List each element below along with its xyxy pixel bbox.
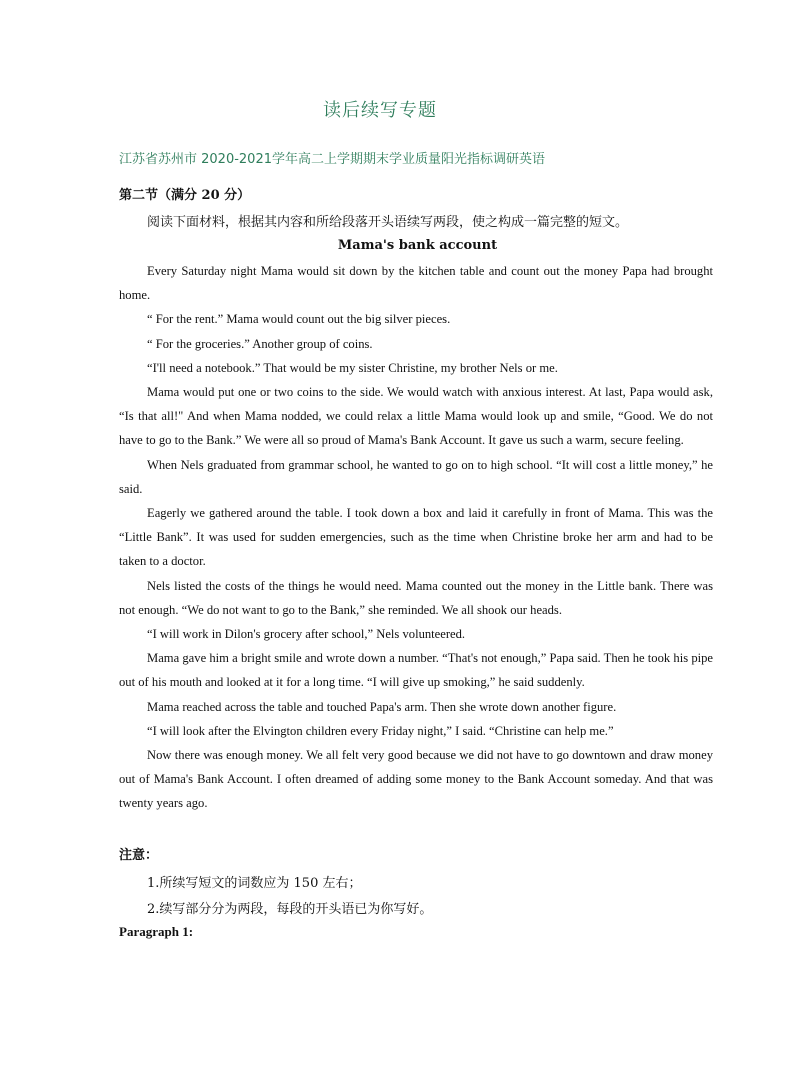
story-paragraph: Now there was enough money. We all felt very good because we did not have to go downtown and draw money out of Mama's Bank Account. I often dreamed of adding some money to the Bank Account someday. And that was twenty years ago. bbox=[119, 748, 713, 811]
section-instruction: 阅读下面材料，根据其内容和所给段落开头语续写两段，使之构成一篇完整的短文。 bbox=[147, 215, 629, 230]
story-paragraph: When Nels graduated from grammar school, he wanted to go on to high school. “It will cost a little money,” he said. bbox=[119, 457, 713, 496]
story-paragraph: “I will look after the Elvington children every Friday night,” I said. “Christine can help me.” bbox=[147, 723, 614, 738]
story-paragraph: “I'll need a notebook.” That would be my sister Christine, my brother Nels or me. bbox=[147, 360, 558, 375]
story-paragraph: Nels listed the costs of the things he would need. Mama counted out the money in the Little bank. There was not enough. “We do not want to go to the Bank,” she reminded. We all shook our heads. bbox=[119, 578, 713, 617]
story-paragraph: “ For the rent.” Mama would count out the big silver pieces. bbox=[147, 312, 451, 327]
story-paragraph: Mama reached across the table and touched Papa's arm. Then she wrote down another figure. bbox=[147, 699, 617, 714]
section-heading: 第二节（满分 20 分） bbox=[119, 188, 251, 203]
paragraph-1-label: Paragraph 1: bbox=[119, 924, 194, 939]
story-paragraph: Mama would put one or two coins to the side. We would watch with anxious interest. At last, Papa would ask, “Is that all!" And when Mama nodded, we could relax a little Mama would look up and smile, “Good. We do not have to go to the Bank.” We were all so proud of Mama's Bank Account. It gave us such a warm, secure feeling. bbox=[119, 385, 713, 448]
note-item: 1.所续写短文的词数应为 150 左右； bbox=[147, 876, 362, 891]
story-paragraph: Every Saturday night Mama would sit down by the kitchen table and count out the money Papa had brought home. bbox=[119, 264, 713, 303]
note-item: 2.续写部分分为两段，每段的开头语已为你写好。 bbox=[147, 902, 433, 917]
story-title: Mama's bank account bbox=[337, 238, 498, 253]
story-body bbox=[119, 259, 713, 816]
exam-source-subtitle: 江苏省苏州市 2020-2021学年高二上学期期末学业质量阳光指标调研英语 bbox=[119, 152, 545, 167]
story-paragraph: Mama gave him a bright smile and wrote down a number. “That's not enough,” Papa said. Then he took his pipe out of his mouth and looked at it for a long time. “I will give up smoking,” he said suddenly. bbox=[119, 651, 713, 690]
story-paragraph: “I will work in Dilon's grocery after school,” Nels volunteered. bbox=[147, 627, 466, 642]
story-paragraph: “ For the groceries.” Another group of coins. bbox=[147, 336, 373, 351]
story-paragraph: Eagerly we gathered around the table. I took down a box and laid it carefully in front of Mama. This was the “Little Bank”. It was used for sudden emergencies, such as the time when Christine broke her arm and had to be taken to a doctor. bbox=[119, 506, 713, 569]
page-title: 读后续写专题 bbox=[323, 100, 437, 121]
notes-heading: 注意： bbox=[119, 848, 159, 863]
